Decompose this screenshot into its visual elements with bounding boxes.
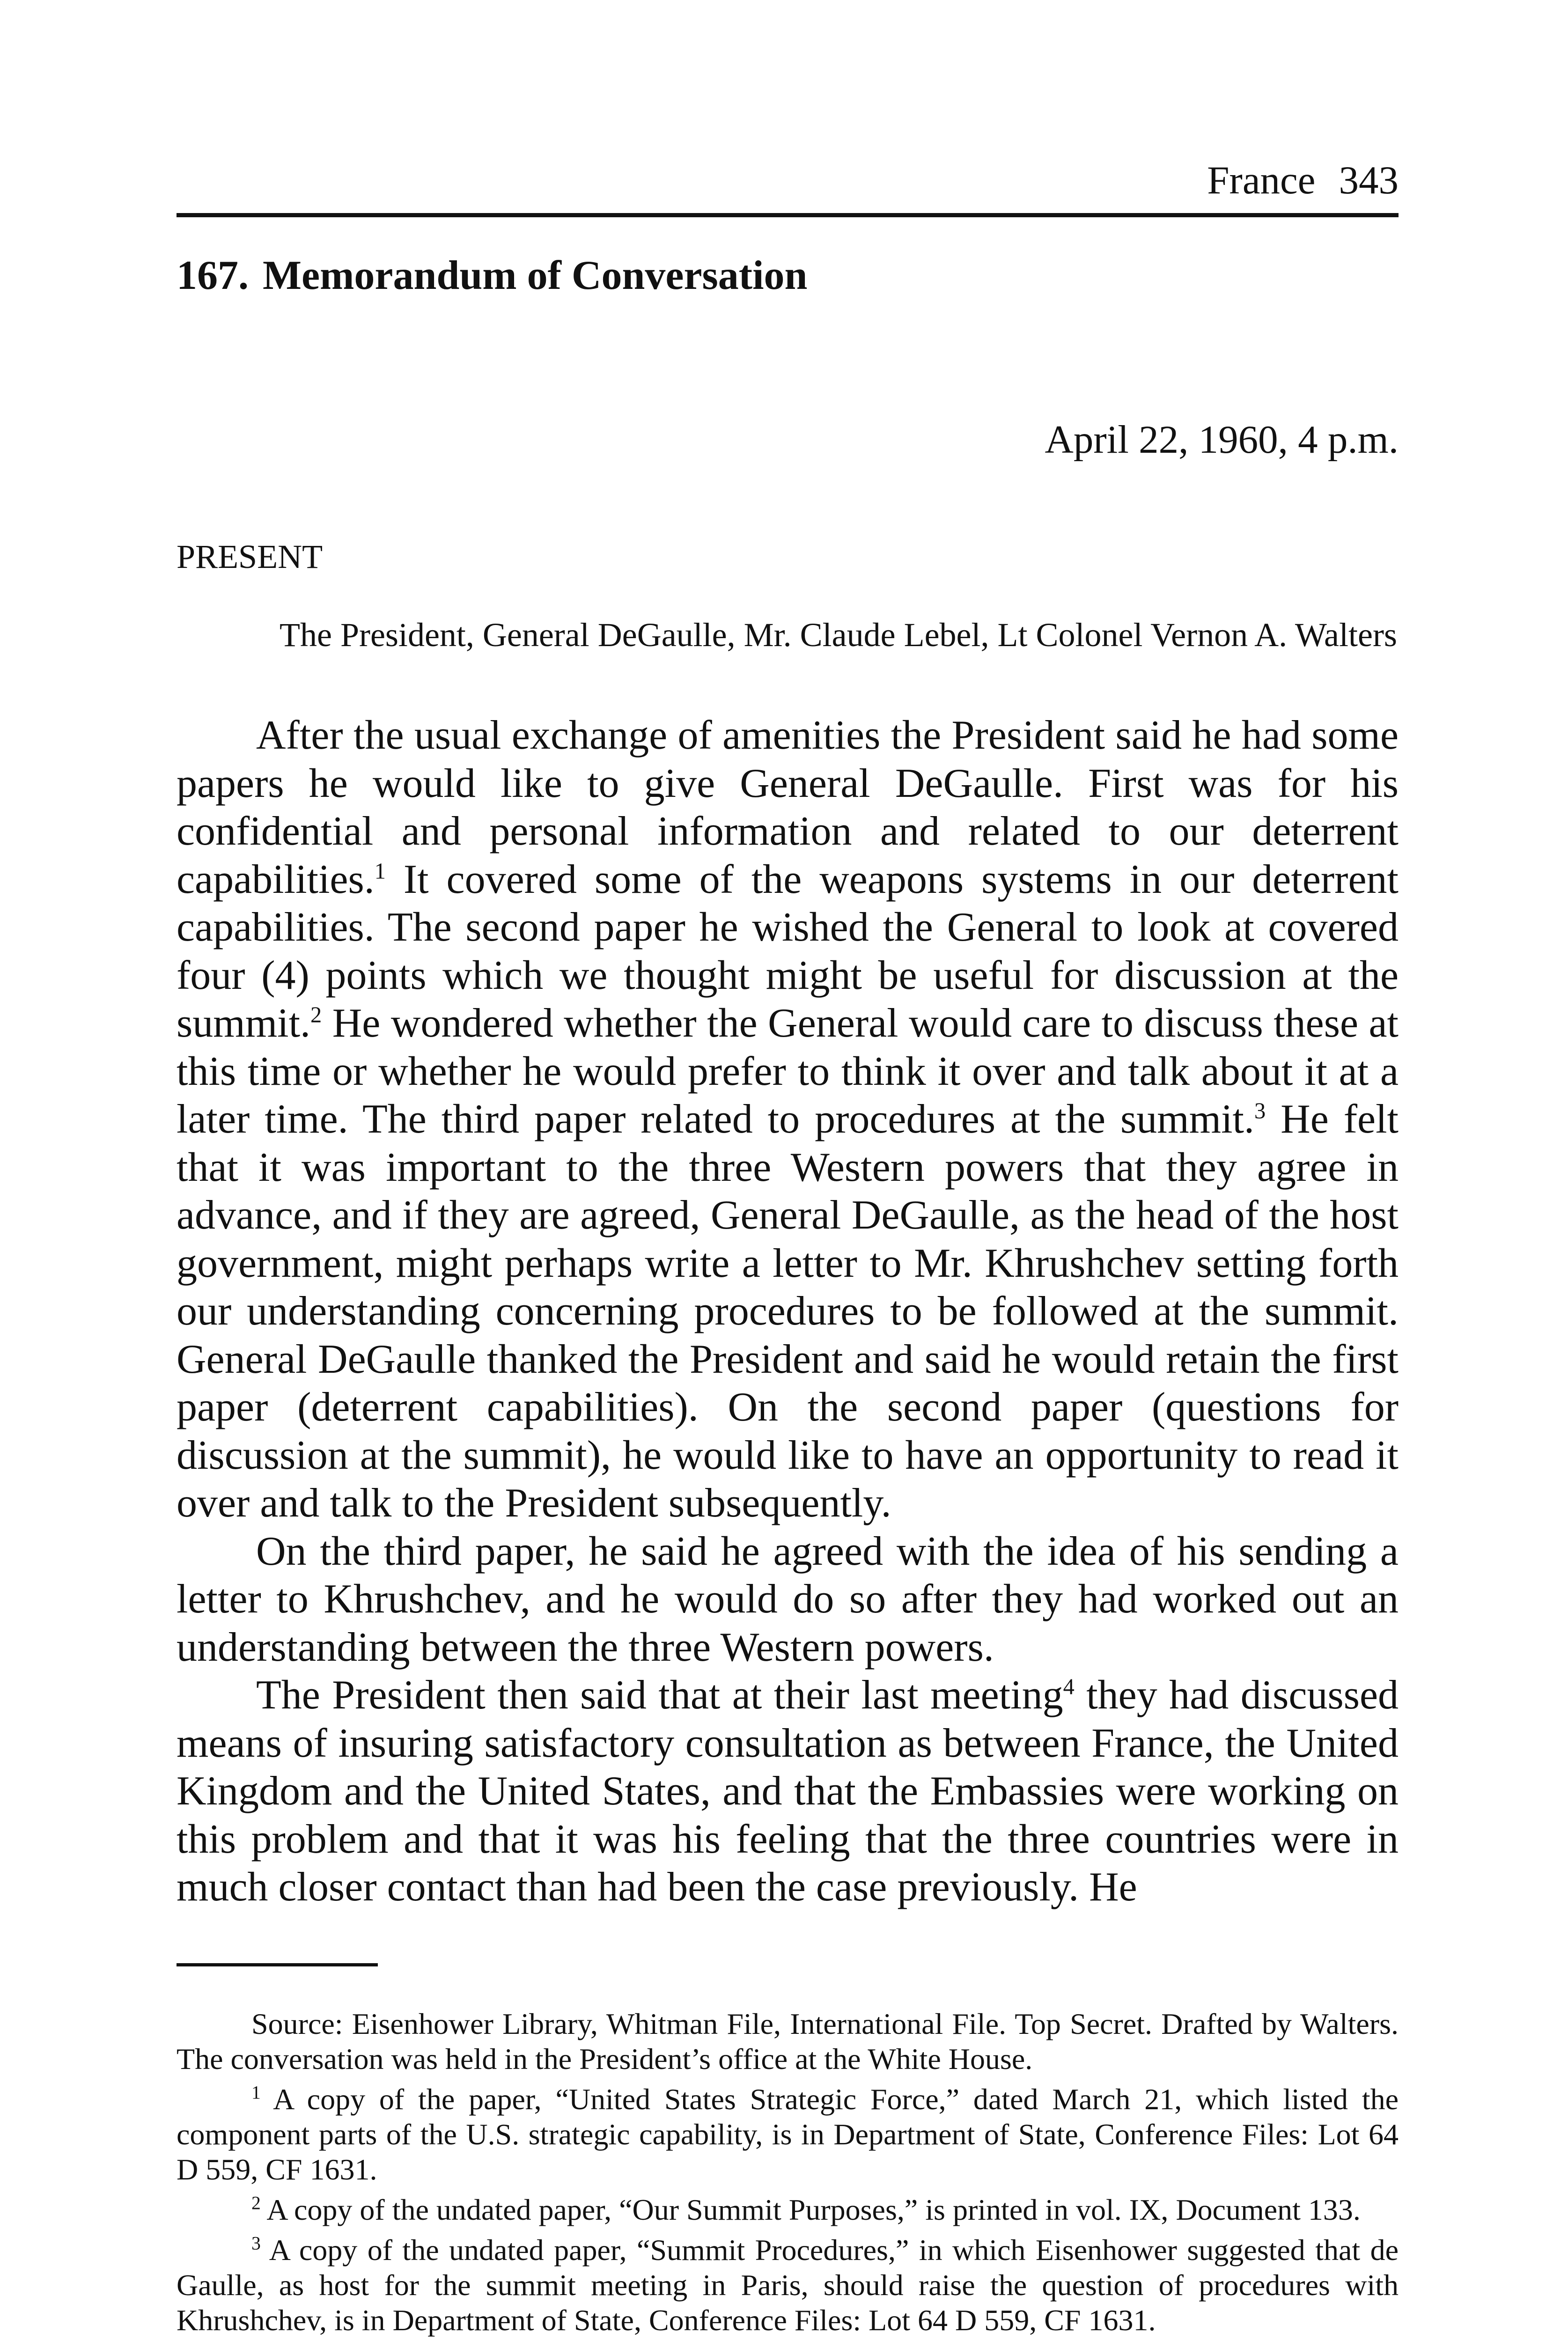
footnote-rule <box>177 1963 378 1966</box>
source-note: Source: Eisenhower Library, Whitman File, International File. Top Secret. Drafted by Walters. The conversation was held in the President’s office at the White House. <box>177 2007 1399 2076</box>
dateline: April 22, 1960, 4 p.m. <box>1045 418 1399 462</box>
participants-list: The President, General DeGaulle, Mr. Claude Lebel, Lt Colonel Vernon A. Walters <box>280 616 1397 654</box>
footnote-marker: 1 <box>251 2082 261 2103</box>
body-text-run: they had discussed means of insuring satisfactory consultation as between France, the United Kingdom and the United States, and that the Embassies were working on this problem and that it was his feeling that the three countries were in much closer contact than had been the case previously. He <box>177 1672 1399 1910</box>
memorandum-body <box>177 712 1399 1912</box>
header-rule <box>177 213 1399 217</box>
footnote <box>177 2192 1399 2227</box>
footnote-marker: 3 <box>251 2233 261 2254</box>
body-text-run: After the usual exchange of amenities the President said he had some papers he would like to give General DeGaulle. First was for his confidential and personal information and related to our deterrent capabilities. <box>177 713 1399 902</box>
footnote-text: A copy of the undated paper, “Our Summit Purposes,” is printed in vol. IX, Document 133. <box>266 2193 1361 2226</box>
body-text-run: The President then said that at their last meeting <box>256 1672 1063 1718</box>
body-paragraph: On the third paper, he said he agreed with the idea of his sending a letter to Khrushchev, and he would do so after they had worked out an understanding between the three Western powers. <box>177 1528 1399 1670</box>
body-paragraph <box>177 1671 1399 1912</box>
footnote-ref: 2 <box>310 1002 322 1028</box>
footnote-ref: 3 <box>1254 1098 1266 1124</box>
footnotes <box>177 2006 1399 2341</box>
body-text-run: He wondered whether the General would care to discuss these at this time or whether he would prefer to think it over and talk about it at a later time. The third paper related to procedures at the summit. <box>177 1001 1399 1142</box>
document-title: Memorandum of Conversation <box>263 253 808 298</box>
footnote-ref: 4 <box>1063 1674 1075 1700</box>
document-page <box>177 155 1399 2341</box>
body-text-run: He felt that it was important to the three Western powers that they agree in advance, and if they are agreed, General DeGaulle, as the head of the host government, might perhaps write a letter to Mr. Khrushchev setting forth our understanding concerning procedures to be followed at the summit. General DeGaulle thanked the President and said he would retain the first paper (deterrent capabilities). On the second paper (questions for discussion at the summit), he would like to have an opportunity to read it over and talk to the President subsequently. <box>177 1097 1399 1526</box>
document-number: 167. <box>177 253 249 298</box>
footnote-text: A copy of the undated paper, “Summit Procedures,” in which Eisenhower suggested that de Gaulle, as host for the summit meeting in Paris, should raise the question of procedures with Khrushchev, is in Department of State, Conference Files: Lot 64 D 559, CF 1631. <box>177 2233 1399 2337</box>
page-number: 343 <box>1339 158 1399 202</box>
footnote <box>177 2082 1399 2187</box>
footnote-marker: 2 <box>251 2193 261 2214</box>
footnote <box>177 2232 1399 2338</box>
body-text-run: It covered some of the weapons systems in our deterrent capabilities. The second paper he wished the General to look at covered four (4) points which we thought might be useful for discussion at the summit. <box>177 856 1399 1046</box>
document-heading <box>177 250 1399 302</box>
body-paragraph <box>177 712 1399 1528</box>
present-label: PRESENT <box>177 538 323 575</box>
running-title: France <box>1207 158 1316 202</box>
footnote-ref: 1 <box>374 859 386 884</box>
footnote-text: A copy of the paper, “United States Strategic Force,” dated March 21, which listed the component parts of the U.S. strategic capability, is in Department of State, Conference Files: Lot 64 D 559, CF 1631. <box>177 2082 1399 2186</box>
running-head <box>177 155 1399 206</box>
